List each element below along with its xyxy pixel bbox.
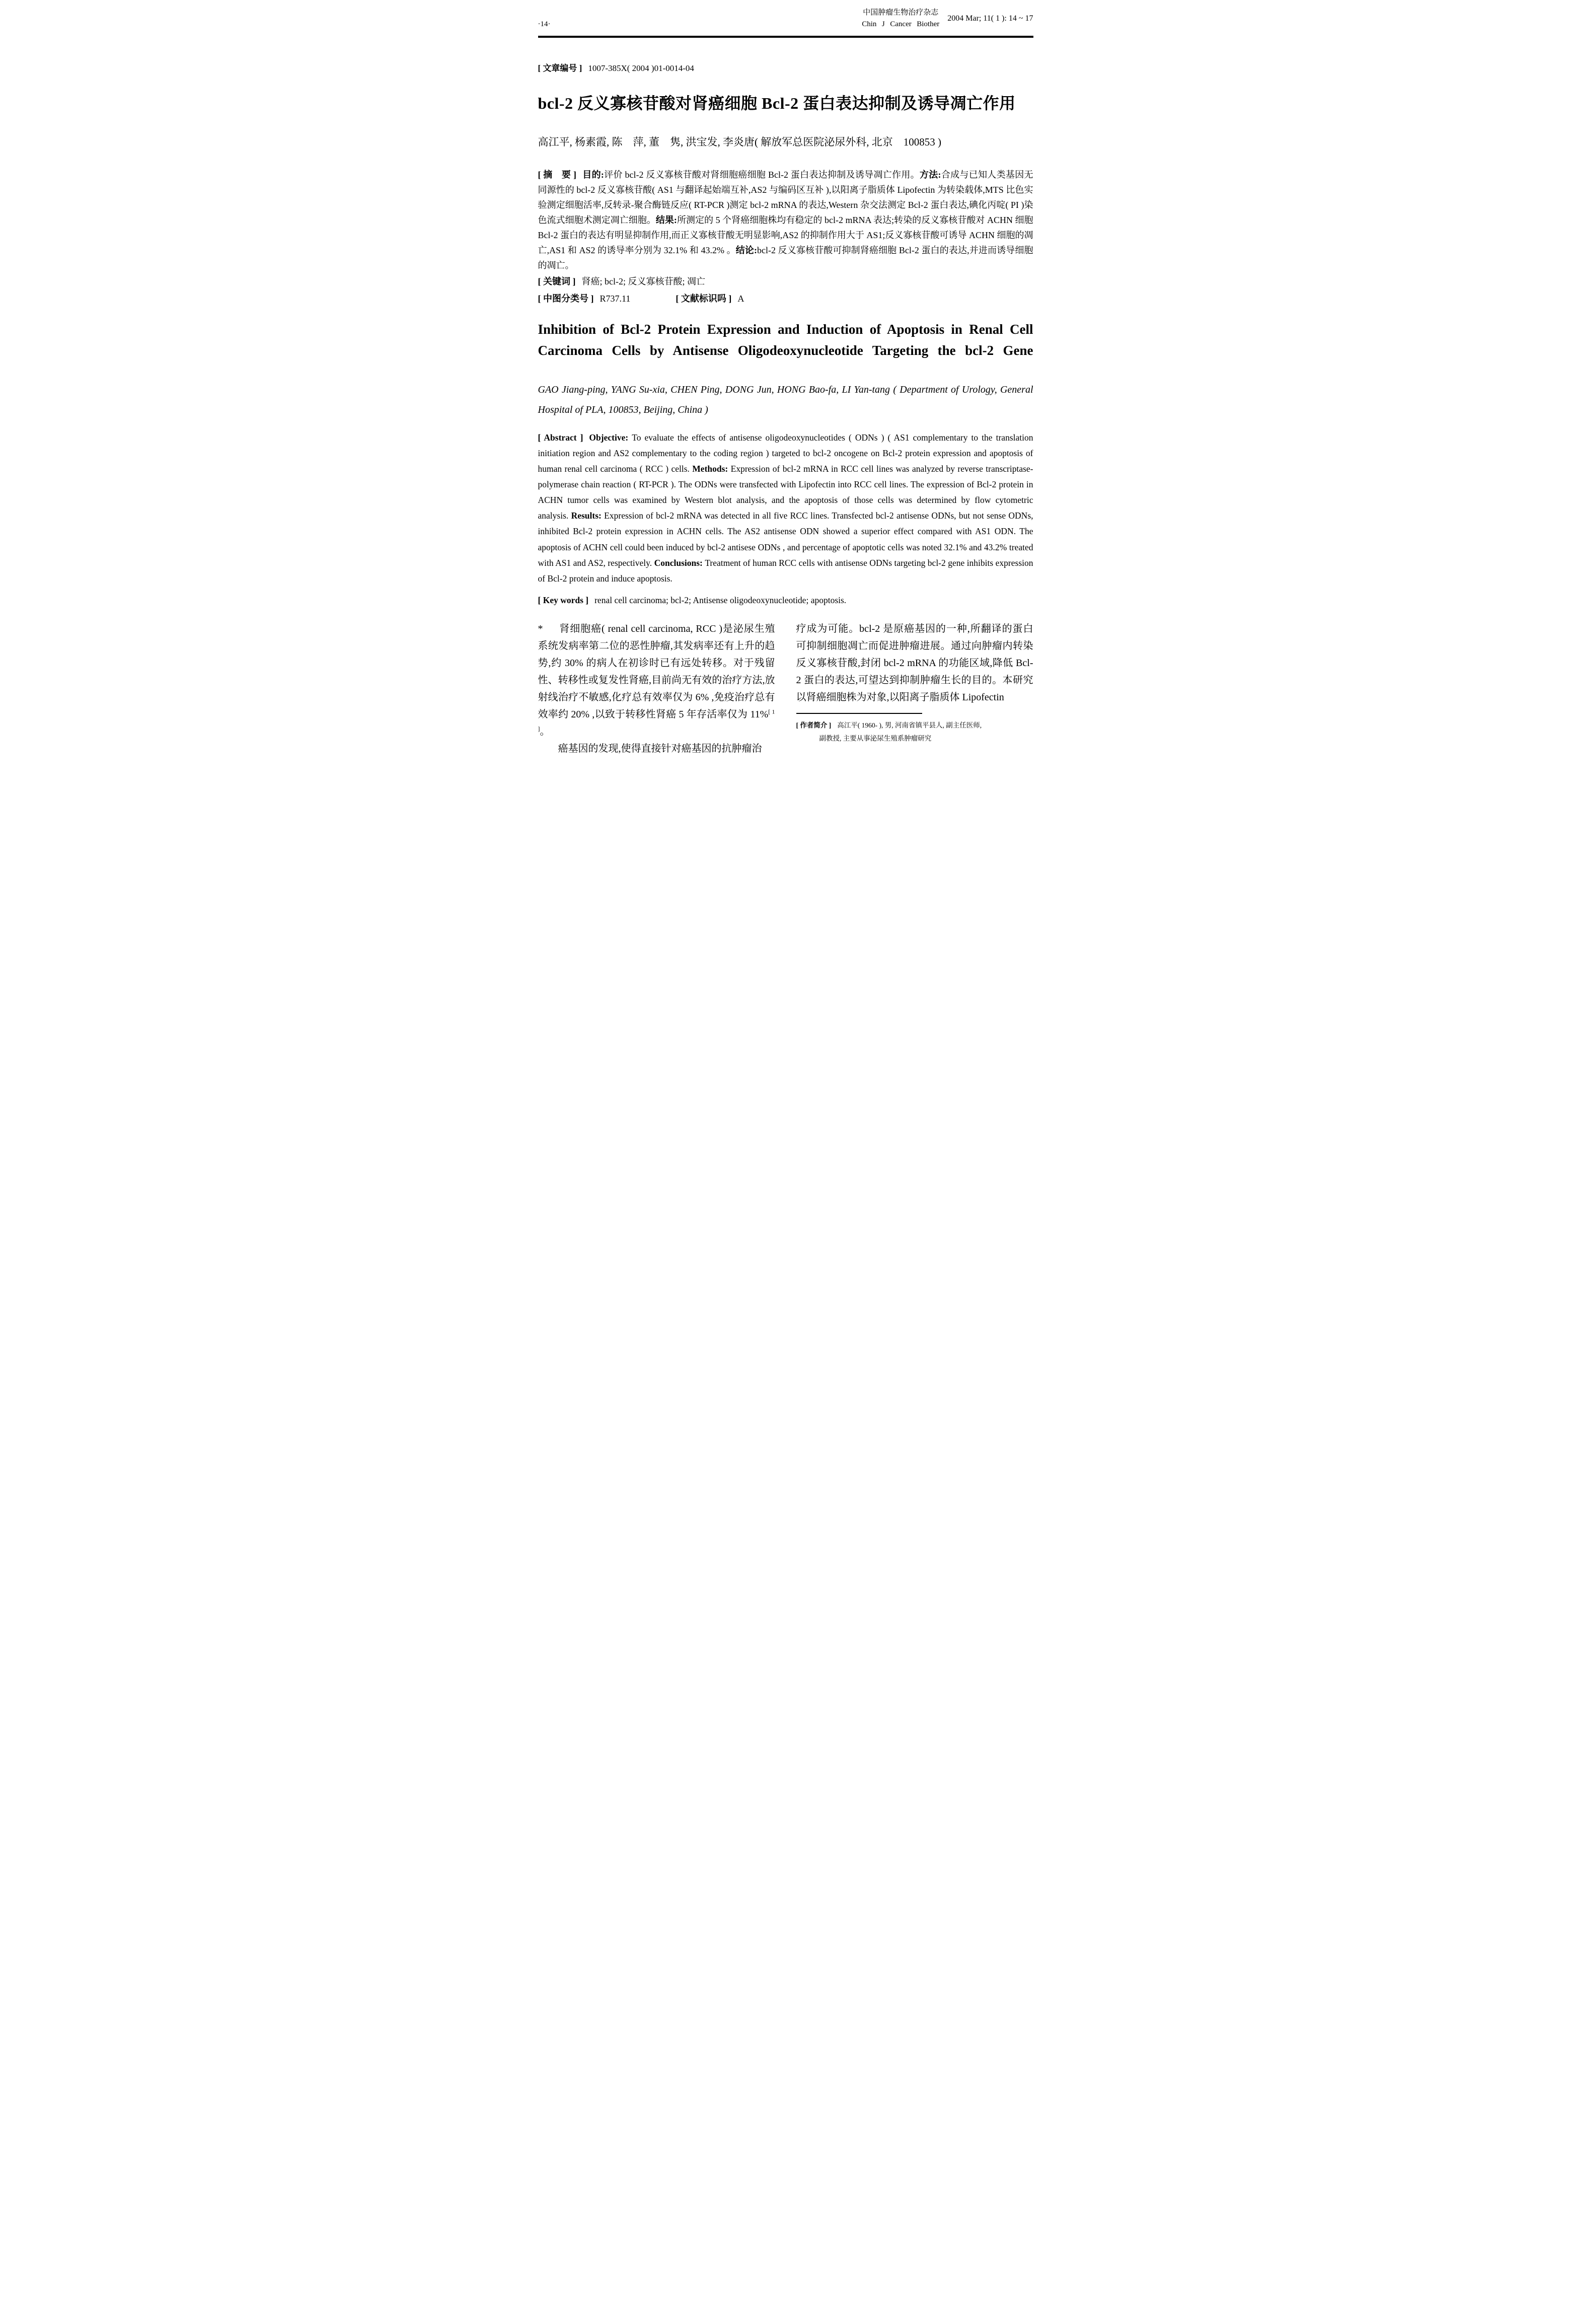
body-column-left [538, 620, 775, 757]
footnote-marker: * [538, 623, 543, 635]
abstract-en-objective-text: To evaluate the effects of antisense oligodeoxynucleotides ( ODNs ) ( AS1 complementary to the translation initiation region and AS2 complementary to the coding region ) targeted to bcl-2 oncogene on Bcl-2 protein expression and apoptosis of human renal cell carcinoma ( RCC ) cells. [538, 432, 1033, 474]
abstract-cn-conclusion-label: 结论: [735, 245, 758, 255]
author-footnote-block [796, 713, 1033, 745]
keywords-cn [538, 274, 1033, 289]
abstract-en-conclusions-label: Conclusions: [654, 557, 703, 568]
abstract-cn-objective-label: 目的: [582, 169, 604, 180]
article-number-label: [ 文章编号 ] [538, 63, 582, 73]
author-biography-line2: 副教授, 主要从事泌尿生殖系肿瘤研究 [819, 734, 932, 742]
article-title-cn: bcl-2 反义寡核苷酸对肾癌细胞 Bcl-2 蛋白表达抑制及诱导凋亡作用 [538, 94, 1016, 112]
keywords-cn-text: 肾癌; bcl-2; 反义寡核苷酸; 凋亡 [581, 276, 705, 286]
abstract-en-objective-label: Objective: [589, 432, 629, 443]
abstract-en [538, 430, 1033, 587]
abstract-en-results-label: Results: [571, 511, 602, 521]
body-paragraph-2: 癌基因的发现,使得直接针对癌基因的抗肿瘤治 [558, 743, 762, 755]
abstract-cn-methods-text: 合成与已知人类基因无同源性的 bcl-2 反义寡核苷酸( AS1 与翻译起始端互补,AS2 与编码区互补 ),以阳离子脂质体 Lipofectin 为转染载体,MTS 比色实验测定细胞活率,反转录-聚合酶链反应( RT-PCR )测定 bcl-2 mRNA 的表达,Western 杂交法测定 Bcl-2 蛋白表达,碘化丙啶( PI )染色流式细胞术测定凋亡细胞。 [538, 169, 1033, 225]
keywords-cn-label: [ 关键词 ] [538, 276, 576, 286]
abstract-cn-results-label: 结果: [655, 214, 677, 225]
body-paragraph-1-end: 。 [540, 726, 550, 738]
doc-code-label: [ 文献标识吗 ] [676, 293, 732, 304]
abstract-en-results-text: Expression of bcl-2 mRNA was detected in all five RCC lines. Transfected bcl-2 antisense ODNs, but not sense ODNs, inhibited Bcl-2 protein expression in ACHN cells. The AS2 antisense ODN showed a superior effect compared with AS1 ODN. The apoptosis of ACHN cell could been induced by bcl-2 antisese ODNs , and percentage of apoptotic cells was noted 32.1% and 43.2% treated with AS1 and AS2, respectively. [538, 511, 1033, 568]
reference-1: [ 1 ] [538, 708, 775, 733]
abstract-cn-results-text: 所测定的 5 个肾癌细胞株均有稳定的 bcl-2 mRNA 表达;转染的反义寡核苷酸对 ACHN 细胞 Bcl-2 蛋白的表达有明显抑制作用,而正义寡核苷酸无明显影响,AS2 的抑制作用大于 AS1;反义寡核苷酸可诱导 ACHN 细胞的凋亡,AS1 和 AS2 的诱导率分别为 32.1% 和 43.2% 。 [538, 214, 1033, 255]
running-head [538, 7, 1033, 31]
journal-names [862, 7, 939, 31]
page-number: ·14· [538, 20, 551, 28]
abstract-cn-conclusion-text: bcl-2 反义寡核苷酸可抑制肾癌细胞 Bcl-2 蛋白的表达,并进而诱导细胞的凋亡。 [538, 245, 1033, 270]
doc-code-value: A [737, 293, 744, 304]
clc-value: R737.11 [600, 293, 631, 304]
keywords-en [538, 593, 1033, 608]
abstract-cn-methods-label: 方法: [919, 169, 941, 180]
abstract-cn [538, 167, 1033, 273]
author-biography-label: [ 作者简介 ] [796, 721, 832, 730]
abstract-en-methods-text: Expression of bcl-2 mRNA in RCC cell lines was analyzed by reverse transcriptase-polymerase chain reaction ( RT-PCR ). The ODNs were transfected with Lipofectin into RCC cell lines. The expression of Bcl-2 protein in ACHN tumor cells was examined by Western blot analysis, and the apoptosis of those cells was determined by flow cytometric analysis. [538, 463, 1033, 521]
body-paragraph-3: 疗成为可能。bcl-2 是原癌基因的一种,所翻译的蛋白可抑制细胞凋亡而促进肿瘤进展。通过向肿瘤内转染反义寡核苷酸,封闭 bcl-2 mRNA 的功能区域,降低 Bcl-2 蛋白的表达,可望达到抑制肿瘤生长的目的。本研究以肾癌细胞株为对象,以阳离子脂质体 Lipofectin [796, 623, 1033, 703]
abstract-cn-label: [ 摘 要 ] [538, 169, 576, 180]
journal-name-en: Chin J Cancer Biother [862, 20, 940, 29]
footnote-rule [796, 713, 922, 714]
abstract-cn-objective-text: 评价 bcl-2 反义寡核苷酸对肾细胞癌细胞 Bcl-2 蛋白表达抑制及诱导凋亡作用。 [604, 169, 920, 180]
abstract-en-conclusions-text: Treatment of human RCC cells with antisense ODNs targeting bcl-2 gene inhibits expression of Bcl-2 protein and induce apoptosis. [538, 557, 1033, 584]
classification-line [538, 291, 1033, 306]
journal-page [524, 0, 1048, 775]
journal-name-cn: 中国肿瘤生物治疗杂志 [863, 9, 939, 17]
authors-cn: 高江平, 杨素霞, 陈 萍, 董 隽, 洪宝发, 李炎唐( 解放军总医院泌尿外科, 北京 100853 ) [538, 135, 941, 148]
clc-label: [ 中图分类号 ] [538, 293, 594, 304]
issue-info: 2004 Mar; 11( 1 ): 14 ~ 17 [947, 14, 1033, 23]
keywords-en-label: [ Key words ] [538, 595, 589, 606]
article-number-value: 1007-385X( 2004 )01-0014-04 [588, 63, 694, 73]
body-column-right [796, 620, 1033, 757]
article-number-line [538, 61, 1033, 74]
body-columns [538, 620, 1033, 757]
keywords-en-text: renal cell carcinoma; bcl-2; Antisense oligodeoxynucleotide; apoptosis. [594, 595, 847, 606]
author-biography-line1 [796, 719, 1033, 732]
journal-info [862, 7, 1033, 31]
header-rule [538, 36, 1033, 38]
author-biography [796, 719, 1033, 745]
authors-en: GAO Jiang-ping, YANG Su-xia, CHEN Ping, DONG Jun, HONG Bao-fa, LI Yan-tang ( Department of Urology, General Hospital of PLA, 100853, Beijing, China ) [538, 384, 1033, 415]
author-biography-text1: 高江平( 1960- ), 男, 河南省镇平县人, 副主任医师, [837, 721, 982, 730]
body-paragraph-1-text: 肾细胞癌( renal cell carcinoma, RCC )是泌尿生殖系统发病率第二位的恶性肿瘤,其发病率还有上升的趋势,约 30% 的病人在初诊时已有远处转移。对于残留性、转移性或复发性肾癌,目前尚无有效的治疗方法,放射线治疗不敏感,化疗总有效率仅为 6% ,免疫治疗总有效率约 20% ,以致于转移性肾癌 5 年存活率仅为 11% [538, 623, 775, 720]
abstract-en-methods-label: Methods: [692, 463, 728, 474]
body-paragraph-1 [538, 620, 775, 740]
abstract-en-label: [ Abstract ] [538, 432, 583, 443]
article-title-en: Inhibition of Bcl-2 Protein Expression and Induction of Apoptosis in Renal Cell Carcinoma Cells by Antisense Oligodeoxynucleotide Targeting the bcl-2 Gene [538, 321, 1033, 358]
